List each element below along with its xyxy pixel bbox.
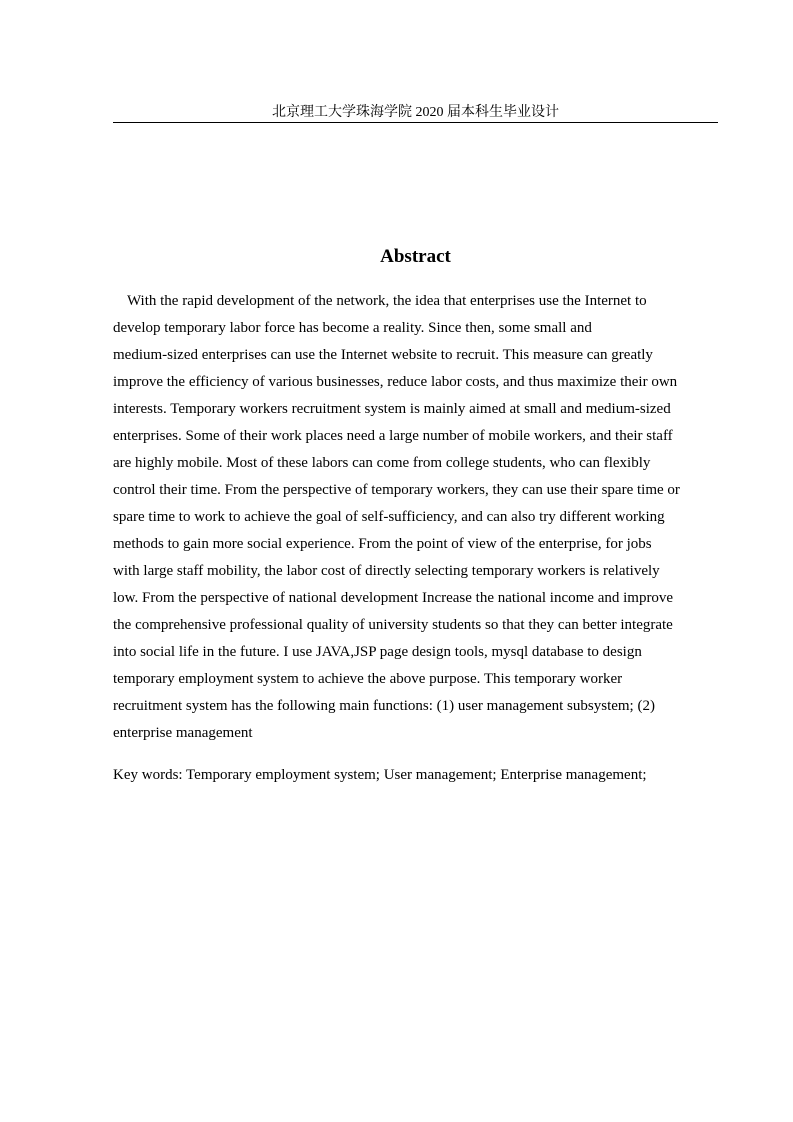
abstract-line: improve the efficiency of various businesses, reduce labor costs, and thus maximize their own [113,374,678,390]
abstract-line: methods to gain more social experience. From the point of view of the enterprise, for jobs [113,536,652,552]
keywords: Key words: Temporary employment system; User management; Enterprise management; [113,767,647,783]
abstract-line: medium-sized enterprises can use the Internet website to recruit. This measure can greatly [113,347,653,363]
abstract-line: develop temporary labor force has become a reality. Since then, some small and [113,320,592,336]
abstract-line: are highly mobile. Most of these labors can come from college students, who can flexibly [113,455,651,471]
abstract-line: recruitment system has the following main functions: (1) user management subsystem; (2) [113,698,655,714]
abstract-line: low. From the perspective of national development Increase the national income and improve [113,590,674,606]
abstract-line: temporary employment system to achieve the above purpose. This temporary worker [113,671,623,687]
abstract-line: enterprises. Some of their work places need a large number of mobile workers, and their staff [113,428,673,444]
abstract-line: spare time to work to achieve the goal of self-sufficiency, and can also try different working [113,509,665,525]
abstract-line: the comprehensive professional quality of university students so that they can better integrate [113,617,673,633]
abstract-title: Abstract [380,246,451,267]
abstract-line: into social life in the future. I use JAVA,JSP page design tools, mysql database to design [113,644,642,660]
abstract-line: enterprise management [113,725,253,741]
abstract-body [113,288,723,747]
abstract-line: with large staff mobility, the labor cost of directly selecting temporary workers is relatively [113,563,660,579]
page-header: 北京理工大学珠海学院 2020 届本科生毕业设计 [272,105,559,120]
abstract-line: With the rapid development of the network, the idea that enterprises use the Internet to [127,293,647,309]
abstract-line: control their time. From the perspective of temporary workers, they can use their spare time or [113,482,680,498]
abstract-line: interests. Temporary workers recruitment system is mainly aimed at small and medium-sized [113,401,671,417]
header-divider [113,122,718,123]
